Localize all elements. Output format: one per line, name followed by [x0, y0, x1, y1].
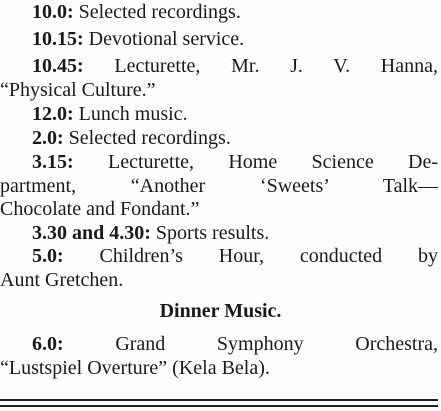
entry-time: 6.0: [32, 333, 64, 355]
entry-text: “Physical Culture.” [0, 78, 156, 101]
entry-text: Sports results. [155, 222, 270, 244]
entry-time: 2.0: [32, 127, 64, 149]
schedule-entry [0, 245, 438, 292]
entry-text: Lunch music. [78, 103, 188, 125]
schedule-entry [0, 55, 438, 102]
entry-time: 5.0: [32, 245, 64, 267]
schedule-entry [0, 28, 438, 52]
entry-text: Aunt Gretchen. [0, 268, 124, 291]
entry-time: 10.15: [32, 28, 84, 50]
schedule-entry [0, 151, 438, 222]
entry-time: 12.0: [32, 103, 74, 125]
schedule-entry [0, 333, 438, 380]
entry-text: Children’s Hour, conducted by [99, 245, 438, 267]
entry-text: Lecturette, Home Science De- [107, 151, 438, 173]
entry-text: Devotional service. [88, 28, 245, 50]
section-heading: Dinner Music. [159, 300, 282, 322]
entry-text: Chocolate and Fondant.” [0, 198, 200, 220]
entry-text: Grand Symphony Orchestra, [115, 333, 438, 355]
schedule-entry [0, 1, 438, 25]
schedule-entry [0, 222, 438, 246]
entry-time: 3.15: [32, 151, 74, 173]
entry-time: 3.30 and 4.30: [32, 222, 151, 244]
entry-text: Selected recordings. [68, 127, 231, 149]
entry-text: Selected recordings. [78, 1, 241, 23]
schedule-entry [0, 103, 438, 127]
double-rule-divider [0, 399, 438, 407]
entry-text: Lecturette, Mr. J. V. Hanna, [114, 55, 438, 77]
entry-time: 10.45: [32, 55, 84, 77]
entry-text: “Lustspiel Overture” (Kela Bela). [0, 356, 270, 379]
entry-text: partment, “Another ‘Sweets’ Talk— [0, 174, 438, 197]
entry-time: 10.0: [32, 1, 74, 23]
schedule-entry [0, 127, 438, 151]
